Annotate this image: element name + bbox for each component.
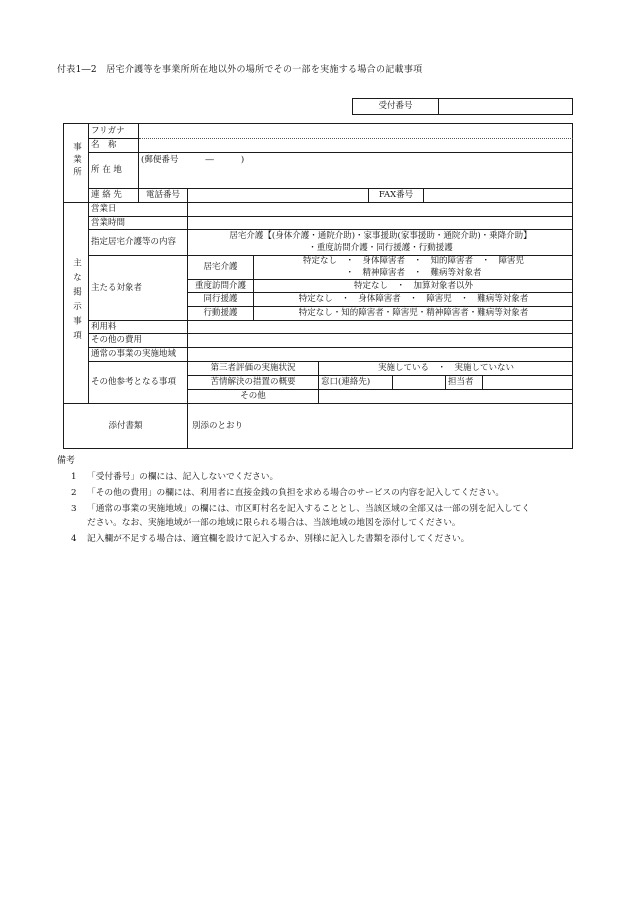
office-group-label: 事業所: [71, 142, 82, 180]
complaints-window-label-cell: 窓口(連絡先): [319, 376, 393, 390]
receipt-number-label: 受付番号: [353, 99, 439, 114]
remark-text: 「その他の費用」の欄には、利用者に直接金銭の負担を求める場合のサービスの内容を記入してください。: [87, 487, 504, 498]
other-reference-label-cell: その他参考となる事項: [89, 362, 188, 404]
complaints-person-label-cell: 担当者: [446, 376, 483, 390]
other-costs-value-cell: [188, 334, 573, 348]
attachments-label-cell: 添付書類: [64, 404, 188, 448]
attachments-value-cell: 別添のとおり: [192, 420, 244, 431]
service-area-label-cell: 通常の事業の実施地域: [89, 348, 188, 362]
postal-dash: ―: [205, 155, 214, 165]
name-label-cell: 名 称: [89, 139, 139, 153]
postal-code-line: [141, 153, 571, 166]
usage-fee-value-cell: [188, 321, 573, 334]
target-options-cell: 特定なし・知的障害者・障害児・精神障害者・難病等対象者: [254, 307, 573, 321]
remark-text: 「受付番号」の欄には、記入しないでください。: [87, 471, 279, 482]
furigana-label-cell: フリガナ: [89, 124, 139, 139]
target-options-cell: 特定なし ・ 身体障害者 ・ 障害児 ・ 難病等対象者: [254, 293, 573, 307]
designated-services-line1: 居宅介護【(身体介護・通院介助)・家事援助(家事援助・通院介助)・乗降介助】: [229, 231, 532, 241]
designated-services-label-cell: 指定居宅介護等の内容: [89, 230, 188, 256]
target-options-cell: 特定なし ・ 加算対象者以外: [254, 280, 573, 293]
disclosure-group-label: 主な掲示事項: [71, 257, 82, 345]
remark-text: 記入欄が不足する場合は、適宜欄を設けて記入するか、別様に記入した書類を添付してください。: [87, 534, 470, 544]
remark-item: [57, 470, 549, 485]
other-costs-label-cell: その他の費用: [89, 334, 188, 348]
complaints-label-cell: 苦情解決の措置の概要: [188, 376, 319, 390]
usage-fee-label-cell: 利用料: [89, 321, 188, 334]
main-targets-label-cell: 主たる対象者: [89, 256, 188, 321]
third-party-options-cell: 実施している ・ 実施していない: [319, 362, 573, 376]
target-service-cell: 行動援護: [188, 307, 254, 321]
office-group-label-cell: [64, 124, 89, 203]
business-hours-value-cell: [188, 217, 573, 230]
remark-number: 1: [71, 471, 77, 482]
address-value-cell: [139, 153, 573, 189]
receipt-number-value: [439, 99, 572, 114]
other-item-value-cell: [319, 390, 573, 404]
business-days-value-cell: [188, 203, 573, 217]
business-hours-label-cell: 営業時間: [89, 217, 188, 230]
target-options-line1: 特定なし ・ 身体障害者 ・ 知的障害者 ・ 障害児: [303, 256, 525, 266]
target-service-cell: 同行援護: [188, 293, 254, 307]
designated-services-value-cell: [188, 230, 573, 256]
furigana-value-cell: [139, 124, 573, 139]
remark-item: [57, 502, 549, 531]
complaints-window-value-cell: [393, 376, 446, 390]
target-options-line2: ・ 精神障害者 ・ 難病等対象者: [345, 267, 482, 278]
receipt-number-box: [352, 98, 573, 115]
remark-number: 4: [71, 534, 77, 544]
contact-label-cell: 連 絡 先: [89, 189, 139, 203]
fax-label-cell: FAX番号: [369, 189, 424, 203]
third-party-label-cell: 第三者評価の実施状況: [188, 362, 319, 376]
remarks-section: [57, 455, 549, 547]
postal-open: (郵便番号: [141, 155, 179, 165]
target-service-cell: 居宅介護: [188, 256, 254, 280]
remark-number: 3: [71, 503, 77, 514]
remarks-heading: 備考: [57, 456, 76, 466]
target-options-cell: [254, 256, 573, 280]
document-title: 付表1―2 居宅介護等を事業所所在地以外の場所でその一部を実施する場合の記載事項: [57, 65, 423, 75]
main-form-table: [63, 123, 573, 449]
complaints-person-value-cell: [483, 376, 573, 390]
business-days-label-cell: 営業日: [89, 203, 188, 217]
remark-item: [57, 532, 549, 547]
disclosure-group-label-cell: [64, 203, 89, 404]
remark-item: [57, 486, 549, 501]
remark-text: 「通常の事業の実施地域」の欄には、市区町村名を記入することとし、当該区域の全部又は一部の別を記入してください。なお、実施地域が一部の地域に限られる場合は、当該地域の地図を添付してください。: [87, 503, 531, 528]
phone-label-cell: 電話番号: [139, 189, 188, 203]
other-item-label-cell: その他: [188, 390, 319, 404]
phone-value-cell: [188, 189, 369, 203]
name-value-cell: [139, 139, 573, 153]
remark-number: 2: [71, 487, 77, 498]
designated-services-line2: ・重度訪問介護・同行援護・行動援護: [308, 242, 453, 253]
postal-close: ): [240, 155, 245, 165]
fax-value-cell: [424, 189, 573, 203]
address-label-cell: 所 在 地: [89, 153, 139, 189]
target-service-cell: 重度訪問介護: [188, 280, 254, 293]
service-area-value-cell: [188, 348, 573, 362]
